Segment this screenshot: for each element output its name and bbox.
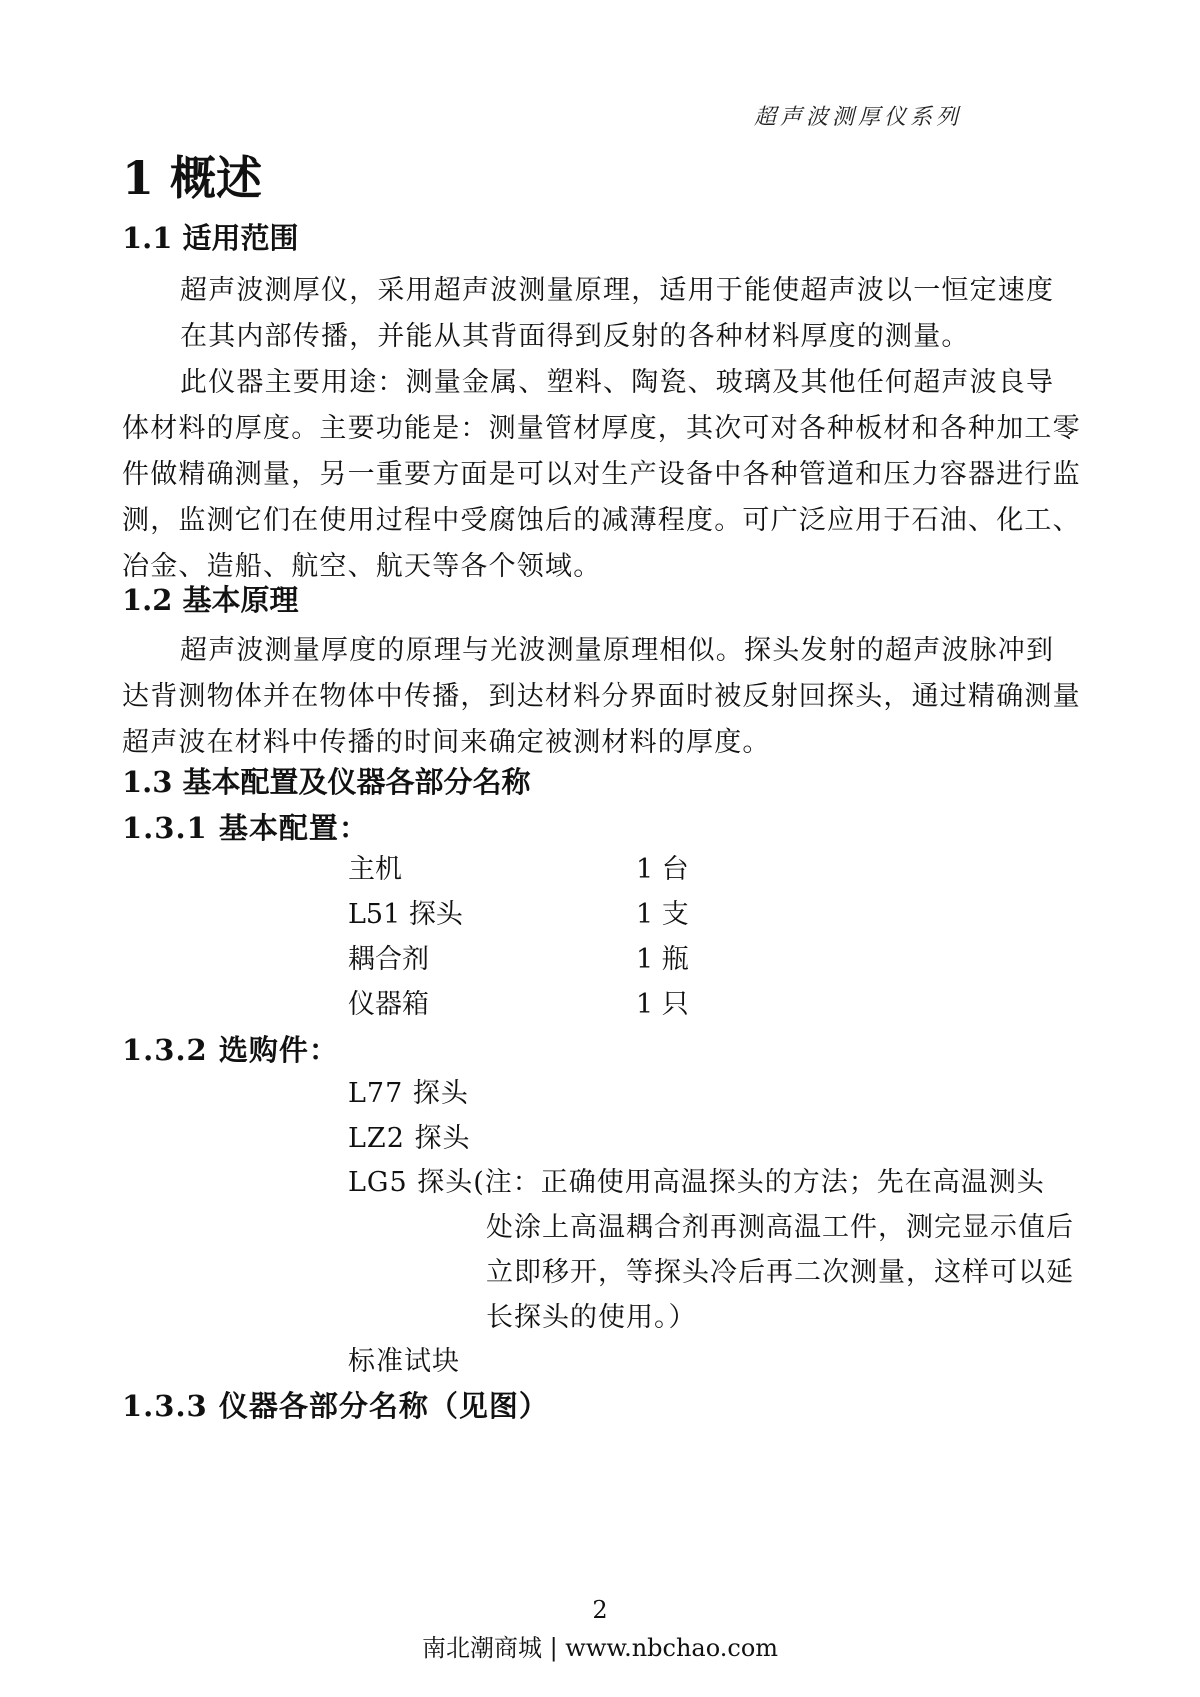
subsection-title-1-3-3: 1.3.3 仪器各部分名称（见图） [122, 1389, 549, 1423]
config-row [348, 983, 848, 1027]
paragraph-1-2-1: 超声波测量厚度的原理与光波测量原理相似。探头发射的超声波脉冲到达背测物体并在物体中传播，到达材料分界面时被反射回探头，通过精确测量超声波在材料中传播的时间来确定被测材料的厚度。 [122, 635, 1081, 758]
optional-item: LZ2 探头 [348, 1123, 471, 1154]
config-item-name: 主机 [348, 854, 402, 885]
paragraph-1-1-1: 超声波测厚仪，采用超声波测量原理，适用于能使超声波以一恒定速度在其内部传播，并能从其背面得到反射的各种材料厚度的测量。 [180, 275, 1055, 352]
footer-site: 南北潮商城 | www.nbchao.com [421, 1634, 779, 1662]
section-title-1-1: 1.1 适用范围 [122, 221, 299, 255]
section-title-1-3: 1.3 基本配置及仪器各部分名称 [122, 765, 531, 799]
section-title-1-2: 1.2 基本原理 [122, 583, 299, 617]
config-item-qty: 1 台 [636, 854, 689, 885]
config-row [348, 848, 848, 892]
lg5-probe-item: LG5 探头(注：正确使用高温探头的方法；先在高温测头 [348, 1167, 1045, 1198]
config-item-name: 仪器箱 [348, 989, 429, 1020]
optional-item: L77 探头 [348, 1078, 469, 1109]
config-row [348, 938, 848, 982]
config-item-qty: 1 瓶 [636, 944, 689, 975]
chapter-title: 1 概述 [122, 151, 263, 205]
paragraph-1-1-2: 此仪器主要用途：测量金属、塑料、陶瓷、玻璃及其他任何超声波良导体材料的厚度。主要功能是：测量管材厚度，其次可对各种板材和各种加工零件做精确测量，另一重要方面是可以对生产设备中各种管道和压力容器进行监测，监测它们在使用过程中受腐蚀后的减薄程度。可广泛应用于石油、化工、冶金、造船、航空、航天等各个领域。 [122, 367, 1081, 582]
subsection-title-1-3-2: 1.3.2 选购件： [122, 1033, 339, 1067]
lg5-probe-note: 处涂上高温耦合剂再测高温工件，测完显示值后立即移开，等探头冷后再二次测量，这样可以延长探头的使用。） [486, 1212, 1074, 1333]
config-item-qty: 1 只 [636, 989, 689, 1020]
page-header: 超声波测厚仪系列 [753, 105, 962, 130]
config-item-qty: 1 支 [636, 899, 689, 930]
optional-item: 标准试块 [348, 1346, 460, 1377]
config-item-name: 耦合剂 [348, 944, 429, 975]
subsection-title-1-3-1: 1.3.1 基本配置： [122, 811, 369, 845]
config-item-name: L51 探头 [348, 899, 463, 930]
config-row [348, 893, 848, 937]
page-number: 2 [592, 1596, 608, 1624]
